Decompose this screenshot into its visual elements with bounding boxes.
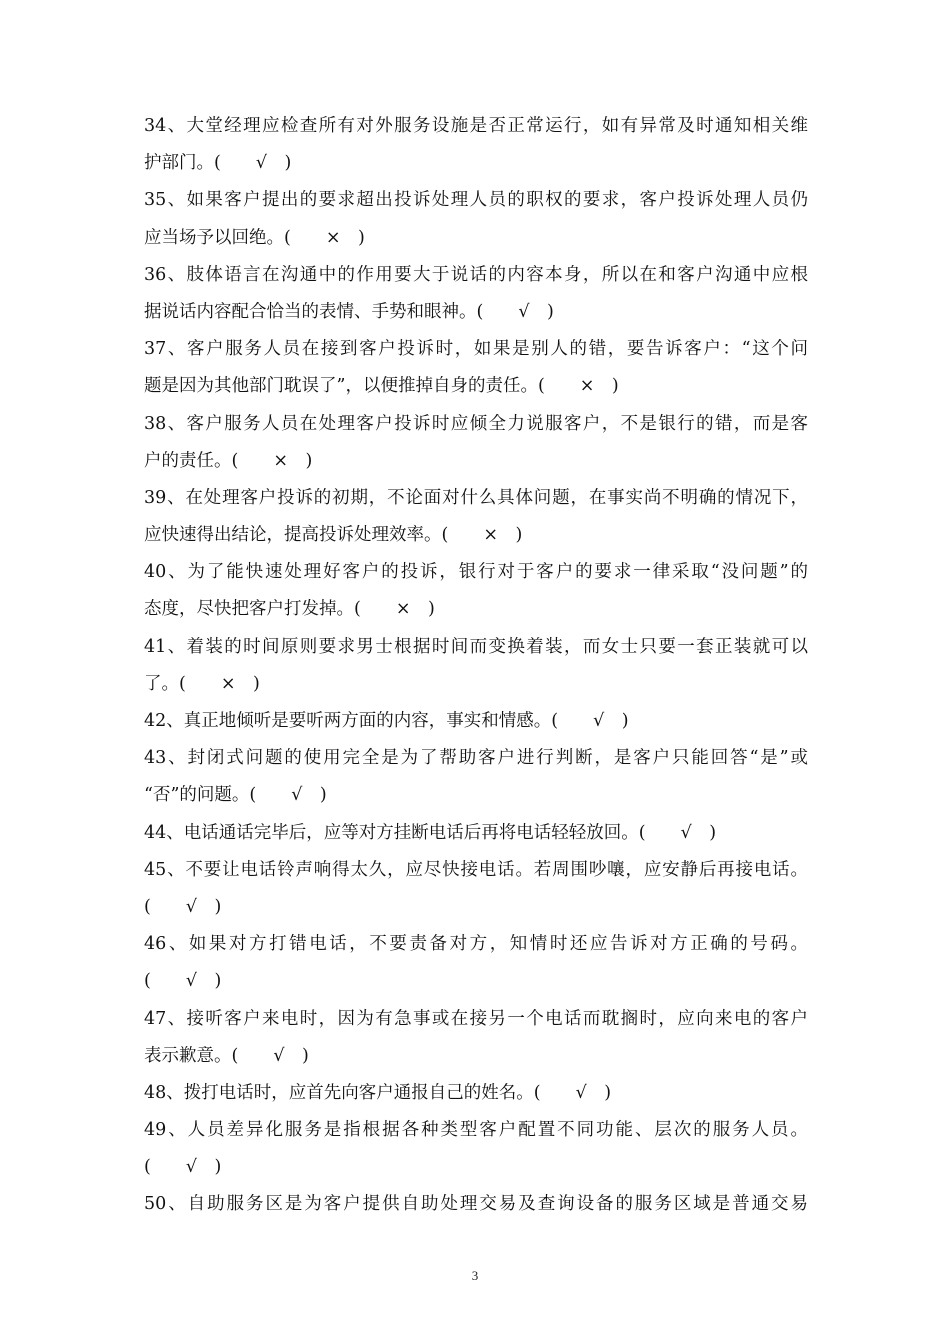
text-line: 应当场予以回绝。( × ) <box>144 227 365 248</box>
text-line: 40、为了能快速处理好客户的投诉，银行对于客户的要求一律采取“没问题”的 <box>144 562 808 583</box>
text-line: 41、着装的时间原则要求男士根据时间而变换着装，而女士只要一套正装就可以 <box>144 636 808 657</box>
text-line: 43、封闭式问题的使用完全是为了帮助客户进行判断，是客户只能回答“是”或 <box>144 748 808 769</box>
text-line: 49、人员差异化服务是指根据各种类型客户配置不同功能、层次的服务人员。 <box>144 1120 808 1141</box>
text-line: 50、自助服务区是为客户提供自助处理交易及查询设备的服务区域是普通交易 <box>144 1194 808 1215</box>
text-line: ( √ ) <box>144 971 222 992</box>
text-line: 35、如果客户提出的要求超出投诉处理人员的职权的要求，客户投诉处理人员仍 <box>144 190 808 211</box>
text-line: 36、肢体语言在沟通中的作用要大于说话的内容本身，所以在和客户沟通中应根 <box>144 264 808 285</box>
text-line: 39、在处理客户投诉的初期，不论面对什么具体问题，在事实尚不明确的情况下， <box>144 487 808 508</box>
text-line: 据说话内容配合恰当的表情、手势和眼神。( √ ) <box>144 301 554 322</box>
text-line: 44、电话通话完毕后，应等对方挂断电话后再将电话轻轻放回。( √ ) <box>144 822 717 843</box>
text-line: 37、客户服务人员在接到客户投诉时，如果是别人的错，要告诉客户：“这个问 <box>144 339 808 360</box>
text-line: 34、大堂经理应检查所有对外服务设施是否正常运行，如有异常及时通知相关维 <box>144 116 808 136</box>
text-line: 45、不要让电话铃声响得太久，应尽快接电话。若周围吵嚷，应安静后再接电话。 <box>144 859 808 880</box>
text-line: 题是因为其他部门耽误了”，以便推掉自身的责任。( × ) <box>144 376 619 397</box>
text-line: 48、拨打电话时，应首先向客户通报自己的姓名。( √ ) <box>144 1082 612 1103</box>
text-line: 户的责任。( × ) <box>144 450 313 471</box>
text-line: 护部门。( √ ) <box>144 153 292 174</box>
text-line: ( √ ) <box>144 896 222 917</box>
text-line: ( √ ) <box>144 1157 222 1178</box>
text-line: 46、如果对方打错电话，不要责备对方，知情时还应告诉对方正确的号码。 <box>144 934 808 955</box>
document-body <box>144 108 808 1224</box>
text-line: 38、客户服务人员在处理客户投诉时应倾全力说服客户，不是银行的错，而是客 <box>144 413 808 434</box>
text-line: 应快速得出结论，提高投诉处理效率。( × ) <box>144 525 523 546</box>
text-line: 42、真正地倾听是要听两方面的内容，事实和情感。( √ ) <box>144 711 629 731</box>
page-number: 3 <box>471 1268 479 1283</box>
text-line: 了。( × ) <box>144 673 260 694</box>
text-line: 表示歉意。( √ ) <box>144 1045 309 1066</box>
text-line: “否”的问题。( √ ) <box>144 785 327 806</box>
text-line: 态度，尽快把客户打发掉。( × ) <box>144 599 435 620</box>
text-line: 47、接听客户来电时，因为有急事或在接另一个电话而耽搁时，应向来电的客户 <box>144 1008 808 1029</box>
